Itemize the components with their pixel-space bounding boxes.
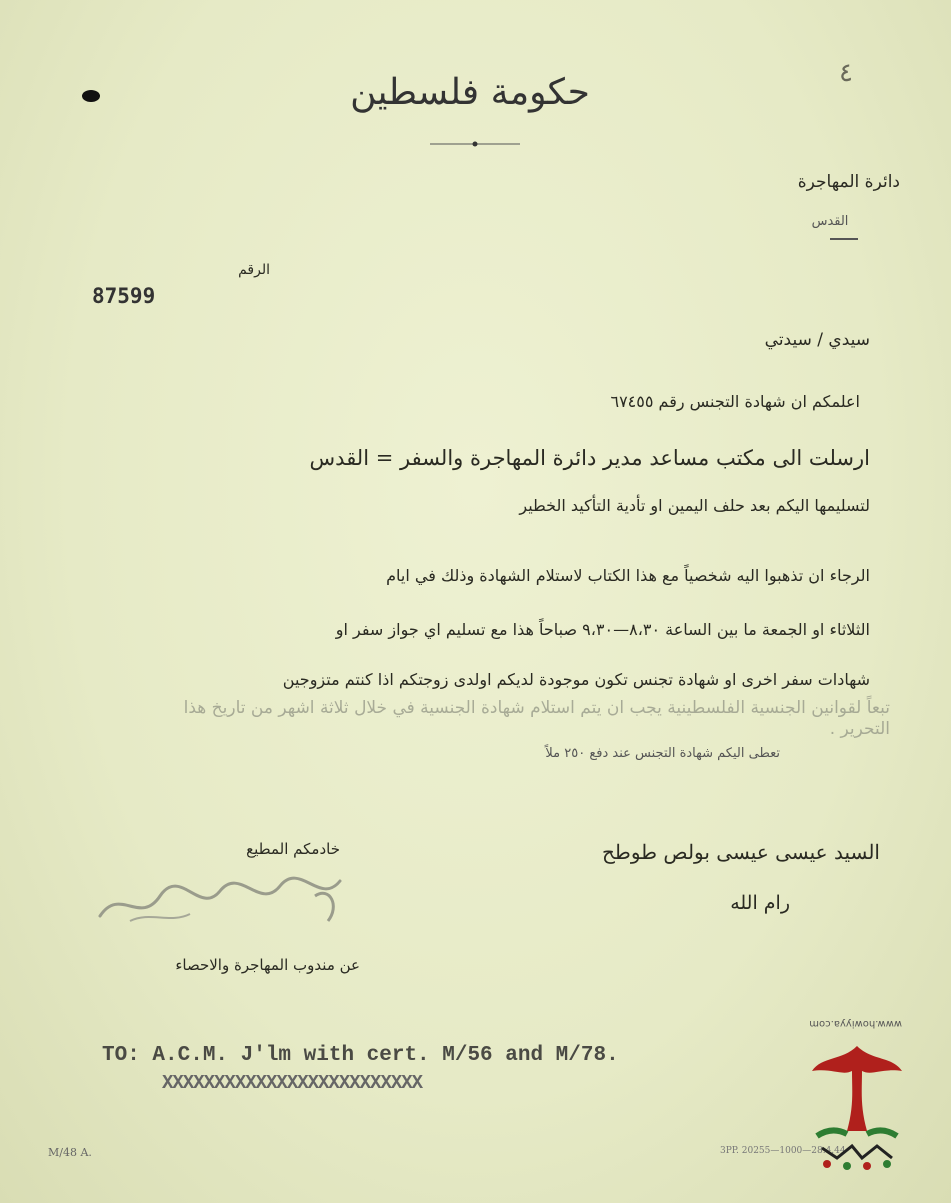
watermark-url: www.howiyya.com — [809, 1018, 902, 1029]
department-city: القدس — [811, 214, 849, 229]
title-ornament — [430, 134, 520, 154]
addressee-place: رام الله — [730, 892, 790, 914]
paragraph-2-line-3: شهادات سفر اخرى او شهادة تجنس تكون موجودة لديكم اولدى زوجتكم اذا كنتم متزوجين — [282, 670, 870, 689]
body-line-2: ارسلت الى مكتب مساعد مدير دائرة المهاجرة والسفر = القدس — [309, 446, 870, 470]
reference-label: الرقم — [238, 262, 270, 278]
form-code: M/48 A. — [48, 1146, 92, 1159]
handwritten-signature — [90, 866, 350, 936]
printer-code: 3PP. 20255—1000—28.4.44 — [720, 1146, 846, 1156]
letterhead-title: حكومة فلسطين — [350, 72, 590, 113]
tree-logo-icon — [802, 1036, 912, 1176]
fee-note: تعطى اليكم شهادة التجنس عند دفع ٢٥٠ ملاً — [545, 746, 780, 761]
nationality-stamp-text: تبعاً لقوانين الجنسية الفلسطينية يجب ان يتم استلام شهادة الجنسية في خلال ثلاثة اشهر من تاريخ هذا التحرير . — [183, 698, 890, 739]
closing-on-behalf: عن مندوب المهاجرة والاحصاء — [175, 956, 360, 974]
body-line-1: اعلمكم ان شهادة التجنس رقم ٦٧٤٥٥ — [610, 392, 860, 411]
paragraph-2-line-1: الرجاء ان تذهبوا اليه شخصياً مع هذا الكتاب لاستلام الشهادة وذلك في ايام — [386, 566, 870, 585]
addressee-name: السيد عيسى عيسى بولص طوطح — [602, 840, 880, 864]
city-underline — [830, 238, 858, 240]
reference-number: 87599 — [92, 284, 156, 308]
struck-out-line: XXXXXXXXXXXXXXXXXXXXXXXXX — [162, 1072, 423, 1094]
department-name: دائرة المهاجرة — [797, 172, 900, 192]
page-number: ٤ — [839, 58, 853, 88]
closing-servant: خادمكم المطيع — [246, 840, 340, 858]
paragraph-2-line-2: الثلاثاء او الجمعة ما بين الساعة ٨،٣٠—٩،٣٠ صباحاً هذا مع تسليم اي جواز سفر او — [335, 620, 870, 639]
ink-blot — [82, 90, 100, 102]
salutation: سيدي / سيدتي — [764, 330, 870, 350]
body-line-3: لتسليمها اليكم بعد حلف اليمين او تأدية التأكيد الخطير — [519, 496, 870, 515]
routing-line: TO: A.C.M. J'lm with cert. M/56 and M/78. — [102, 1044, 619, 1067]
